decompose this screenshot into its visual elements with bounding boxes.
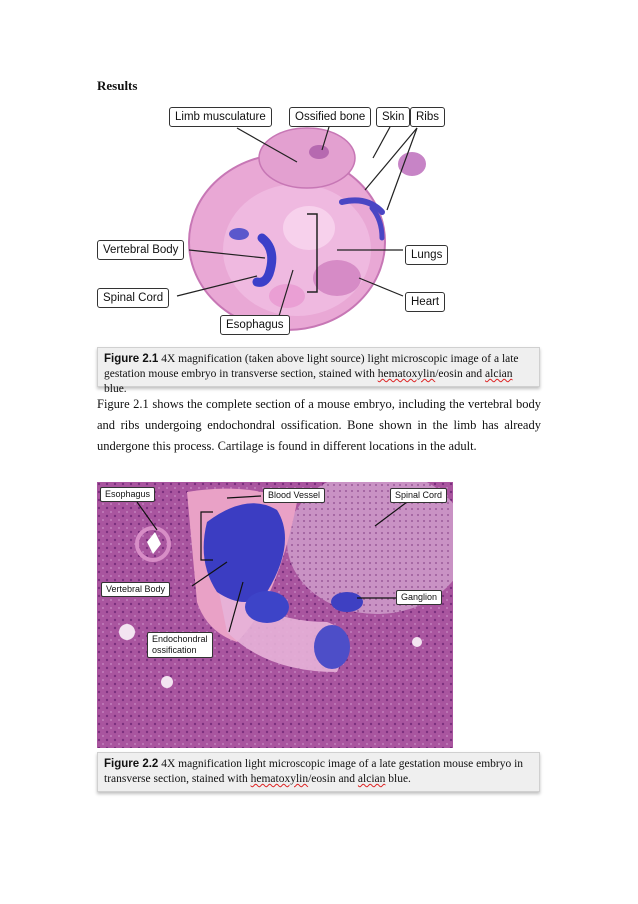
caption-title: Figure 2.1 <box>104 353 159 365</box>
caption-text: 4X magnification light microscopic image of a late gestation mouse embryo in transverse section, stained with <box>104 758 524 785</box>
figure-2-2-caption <box>97 752 540 792</box>
fig2-label-spinal-cord: Spinal Cord <box>390 488 447 503</box>
fig2-label-endochondral-ossification <box>147 632 213 658</box>
fig1-label-spinal-cord: Spinal Cord <box>97 288 169 308</box>
fig1-label-limb-musculature: Limb musculature <box>169 107 272 127</box>
fig1-label-ribs: Ribs <box>410 107 445 127</box>
fig1-label-heart: Heart <box>405 292 445 312</box>
caption-term: hematoxylin <box>250 773 309 785</box>
caption-term: hematoxylin <box>377 368 436 380</box>
caption-text: /eosin and <box>435 368 486 380</box>
label-line: Endochondral <box>152 634 208 644</box>
caption-text: blue. <box>104 383 127 395</box>
fig1-label-vertebral-body: Vertebral Body <box>97 240 184 260</box>
label-line: ossification <box>152 645 197 655</box>
caption-text: /eosin and <box>308 773 358 785</box>
fig2-label-esophagus: Esophagus <box>100 487 155 502</box>
caption-text: blue. <box>385 773 411 785</box>
section-heading: Results <box>97 78 138 93</box>
fig2-label-blood-vessel: Blood Vessel <box>263 488 325 503</box>
figure-2-1-caption <box>97 347 540 395</box>
fig2-label-vertebral-body: Vertebral Body <box>101 582 170 597</box>
caption-title: Figure 2.2 <box>104 758 159 770</box>
caption-text: 4X magnification (taken above light source) light microscopic image of a late gestation mouse embryo in transverse section, stained with <box>104 353 519 380</box>
fig1-label-esophagus: Esophagus <box>220 315 290 335</box>
fig1-label-skin: Skin <box>376 107 410 127</box>
results-paragraph: Figure 2.1 shows the complete section of a mouse embryo, including the vertebral body and ribs undergoing endochondral ossification. Bone shown in the limb has already undergone this process. Cartilage is found in different locations in the adult. <box>97 397 541 453</box>
fig1-label-lungs: Lungs <box>405 245 448 265</box>
caption-term: alcian <box>357 773 386 785</box>
fig2-label-ganglion: Ganglion <box>396 590 442 605</box>
histology-section-illustration <box>97 482 453 748</box>
caption-term: alcian <box>485 368 513 380</box>
figure-2-2-image <box>97 482 453 748</box>
fig1-label-ossified-bone: Ossified bone <box>289 107 371 127</box>
